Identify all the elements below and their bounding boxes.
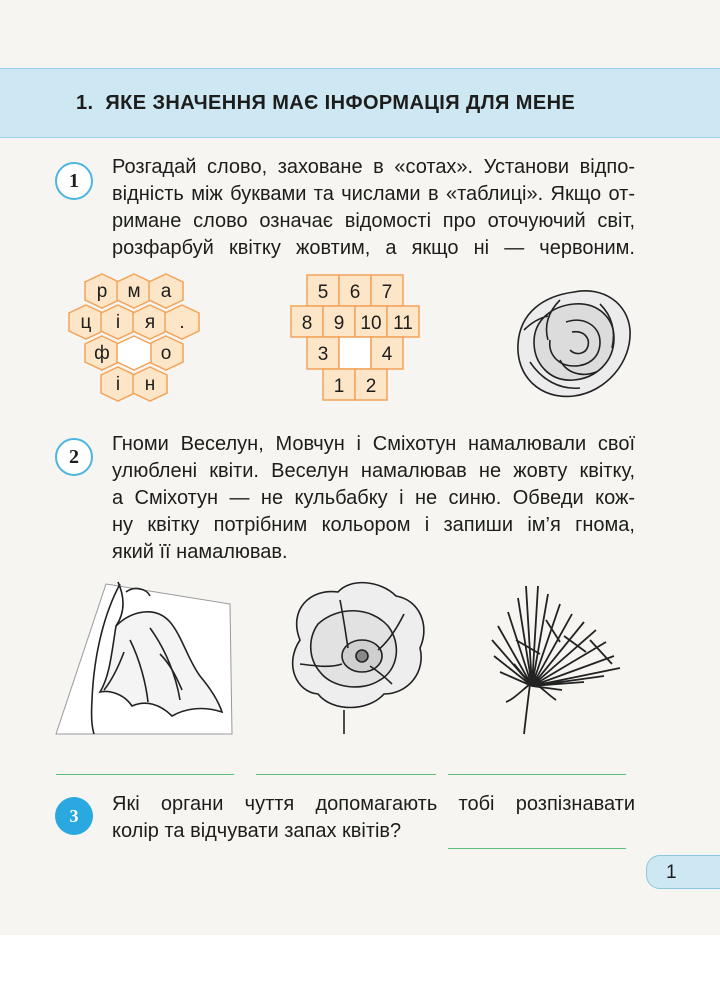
answer-line-3[interactable] [448, 774, 626, 775]
task-3-line: Які органи чуття допомагають тобі розпізнавати [112, 793, 635, 815]
task-3-text [112, 791, 635, 845]
svg-text:6: 6 [349, 282, 361, 303]
svg-text:.: . [179, 312, 185, 333]
svg-text:11: 11 [393, 313, 413, 334]
task-1-line: відність між буквами та числами в «таблиці». Якщо от- [112, 183, 635, 205]
svg-text:я: я [144, 312, 156, 333]
task-2-line: а Сміхотун — не кульбабку і не синю. Обведи кож- [112, 487, 635, 509]
svg-text:о: о [160, 343, 172, 364]
task-1-badge: 1 [55, 162, 93, 200]
task-2-line: Гноми Веселун, Мовчун і Сміхотун намалювали свої [112, 433, 635, 455]
svg-text:ц: ц [80, 312, 92, 333]
svg-text:р: р [96, 281, 108, 302]
svg-text:8: 8 [301, 313, 313, 334]
svg-text:9: 9 [333, 313, 345, 334]
task-3-badge: 3 [55, 797, 93, 835]
task-2-line: який її намалював. [112, 541, 288, 563]
svg-text:і: і [115, 374, 121, 395]
task-2-badge: 2 [55, 438, 93, 476]
svg-text:м: м [127, 281, 141, 302]
poppy-drawing [293, 583, 424, 734]
svg-text:7: 7 [381, 282, 393, 303]
task-3-line: колір та відчувати запах квітів? [112, 820, 402, 842]
svg-text:1: 1 [333, 376, 345, 397]
svg-text:2: 2 [365, 376, 377, 397]
bellflower-drawing [56, 582, 232, 734]
svg-text:4: 4 [381, 344, 393, 365]
answer-line-1[interactable] [56, 774, 234, 775]
task-2-line: ну квітку потрібним кольором і запиши ім’я гнома, [112, 514, 635, 536]
svg-text:ф: ф [94, 343, 110, 364]
page-number: 1 [666, 862, 677, 883]
task-2-line: улюблені квіти. Веселун намалював не жовту квітку, [112, 460, 635, 482]
task-1-line: римане слово означає відомості про оточуючий світ, [112, 210, 635, 232]
task-1-line: розфарбуй квітку жовтим, а якщо ні — червоним. [112, 237, 635, 259]
lesson-number: 1. [76, 92, 94, 114]
svg-text:н: н [144, 374, 156, 395]
page-number-tab [646, 855, 720, 889]
svg-text:і: і [115, 312, 121, 333]
svg-text:10: 10 [360, 313, 382, 334]
answer-line-2[interactable] [256, 774, 436, 775]
svg-text:5: 5 [317, 282, 329, 303]
svg-text:3: 3 [317, 344, 329, 365]
answer-line-task-3[interactable] [448, 848, 626, 849]
lesson-title-text: ЯКЕ ЗНАЧЕННЯ МАЄ ІНФОРМАЦІЯ ДЛЯ МЕНЕ [105, 92, 576, 114]
svg-text:а: а [160, 281, 172, 302]
task-1-line: Розгадай слово, заховане в «сотах». Установи відпо- [112, 156, 635, 178]
dandelion-drawing [492, 586, 620, 734]
